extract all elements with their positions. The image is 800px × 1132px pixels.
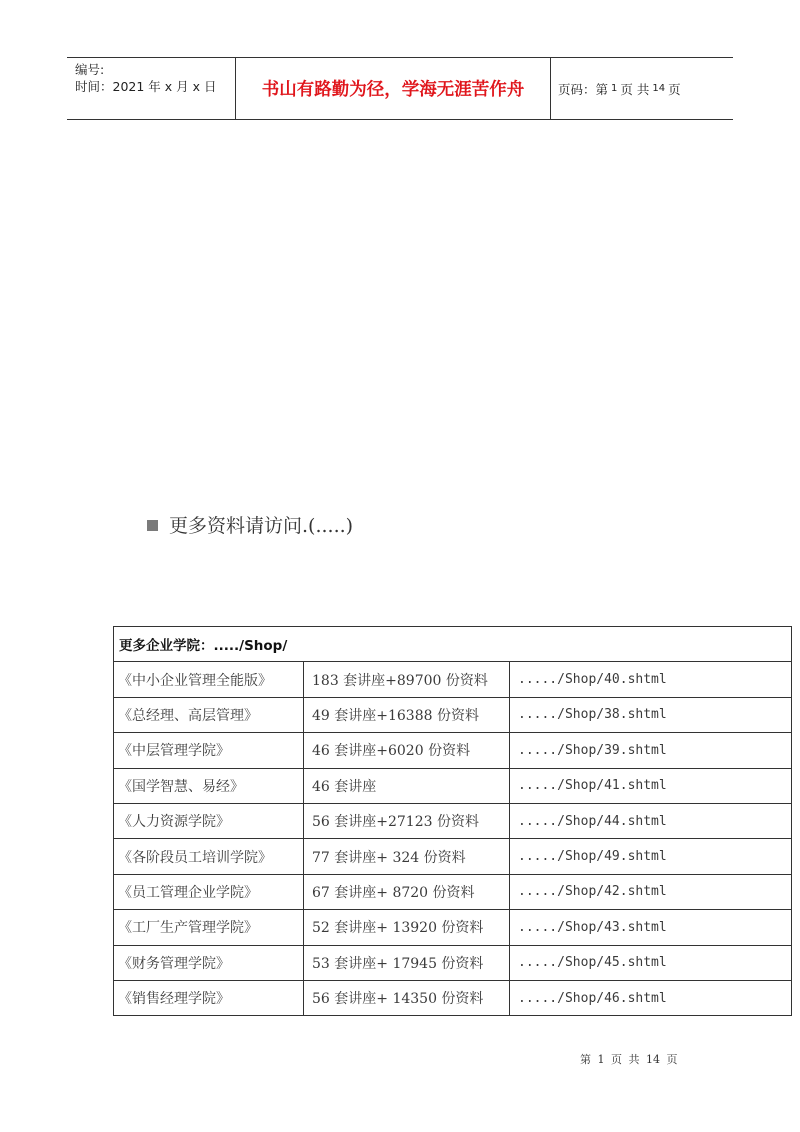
- square-bullet-icon: [147, 520, 158, 531]
- table-row: [114, 697, 792, 732]
- course-name: 《各阶段员工培训学院》: [114, 839, 304, 874]
- course-content: 46 套讲座: [304, 768, 510, 803]
- course-content: 56 套讲座+27123 份资料: [304, 803, 510, 838]
- page-mid: 页 共: [620, 81, 650, 97]
- table-row: [114, 662, 792, 697]
- course-link[interactable]: ...../Shop/46.shtml: [510, 980, 792, 1015]
- table-row: [114, 733, 792, 768]
- table-header-row: [114, 627, 792, 662]
- course-content: 77 套讲座+ 324 份资料: [304, 839, 510, 874]
- course-name: 《销售经理学院》: [114, 980, 304, 1015]
- course-content: 52 套讲座+ 13920 份资料: [304, 910, 510, 945]
- header-meta: [67, 58, 235, 122]
- more-info-text[interactable]: 更多资料请访问.(.....): [169, 515, 354, 537]
- course-link[interactable]: ...../Shop/39.shtml: [510, 733, 792, 768]
- course-link[interactable]: ...../Shop/44.shtml: [510, 803, 792, 838]
- course-name: 《员工管理企业学院》: [114, 874, 304, 909]
- course-link[interactable]: ...../Shop/45.shtml: [510, 945, 792, 980]
- number-label: 编号:: [75, 62, 105, 77]
- table-header[interactable]: 更多企业学院：...../Shop/: [114, 627, 792, 662]
- course-link[interactable]: ...../Shop/38.shtml: [510, 697, 792, 732]
- course-name: 《工厂生产管理学院》: [114, 910, 304, 945]
- academy-table: [113, 626, 792, 1016]
- course-name: 《财务管理学院》: [114, 945, 304, 980]
- header-page-number: [550, 58, 733, 119]
- course-content: 183 套讲座+89700 份资料: [304, 662, 510, 697]
- page-current: 1: [611, 83, 618, 94]
- course-name: 《中层管理学院》: [114, 733, 304, 768]
- table-row: [114, 945, 792, 980]
- course-link[interactable]: ...../Shop/41.shtml: [510, 768, 792, 803]
- page-suffix: 页: [668, 81, 681, 97]
- page-footer: 第 1 页 共 14 页: [580, 1053, 678, 1066]
- page-prefix: 页码：第: [558, 81, 609, 97]
- course-content: 46 套讲座+6020 份资料: [304, 733, 510, 768]
- course-name: 《总经理、高层管理》: [114, 697, 304, 732]
- table-row: [114, 803, 792, 838]
- header-motto: 书山有路勤为径，学海无涯苦作舟: [235, 58, 551, 119]
- course-name: 《人力资源学院》: [114, 803, 304, 838]
- table-row: [114, 910, 792, 945]
- course-link[interactable]: ...../Shop/40.shtml: [510, 662, 792, 697]
- course-content: 53 套讲座+ 17945 份资料: [304, 945, 510, 980]
- course-link[interactable]: ...../Shop/43.shtml: [510, 910, 792, 945]
- course-name: 《国学智慧、易经》: [114, 768, 304, 803]
- table-row: [114, 768, 792, 803]
- table-row: [114, 980, 792, 1015]
- more-info-line: [147, 511, 353, 538]
- course-link[interactable]: ...../Shop/42.shtml: [510, 874, 792, 909]
- page-header: [67, 57, 733, 120]
- page-total: 14: [652, 83, 666, 94]
- course-link[interactable]: ...../Shop/49.shtml: [510, 839, 792, 874]
- course-name: 《中小企业管理全能版》: [114, 662, 304, 697]
- course-content: 56 套讲座+ 14350 份资料: [304, 980, 510, 1015]
- course-content: 49 套讲座+16388 份资料: [304, 697, 510, 732]
- course-content: 67 套讲座+ 8720 份资料: [304, 874, 510, 909]
- time-label: 时间：2021 年 x 月 x 日: [75, 79, 217, 94]
- table-row: [114, 874, 792, 909]
- table-row: [114, 839, 792, 874]
